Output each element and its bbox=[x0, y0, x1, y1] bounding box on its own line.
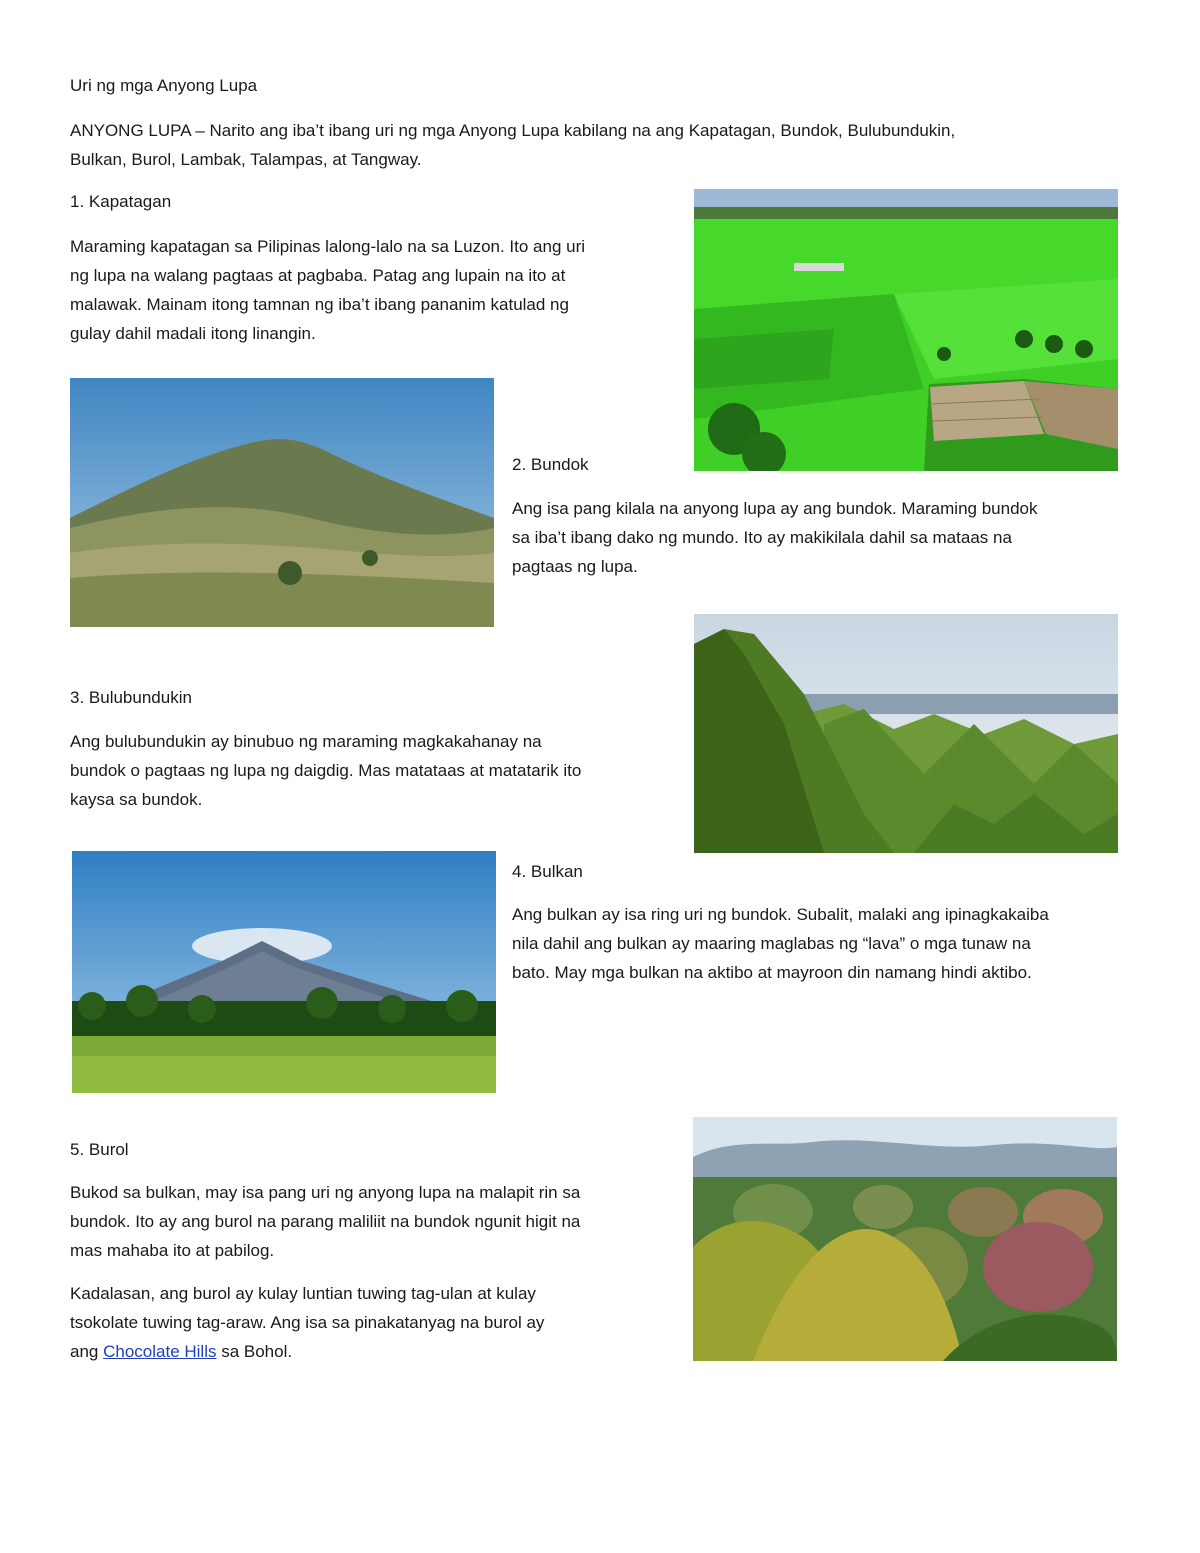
chocolate-hills-link[interactable]: Chocolate Hills bbox=[103, 1342, 217, 1361]
line-suffix: sa Bohol. bbox=[216, 1342, 293, 1361]
paragraph-line: gulay dahil madali itong linangin. bbox=[70, 324, 316, 343]
paragraph-line: Kadalasan, ang burol ay kulay luntian tuwing tag-ulan at kulay bbox=[70, 1284, 536, 1303]
paragraph-line: malawak. Mainam itong tamnan ng iba’t ibang pananim katulad ng bbox=[70, 295, 569, 314]
paragraph-line: nila dahil ang bulkan ay maaring maglabas ng “lava” o mga tunaw na bbox=[512, 934, 1031, 953]
document-title: Uri ng mga Anyong Lupa bbox=[70, 76, 258, 95]
paragraph-line: Ang isa pang kilala na anyong lupa ay ang bundok. Maraming bundok bbox=[512, 499, 1038, 518]
paragraph-line: bundok. Ito ay ang burol na parang maliliit na bundok ngunit higit na bbox=[70, 1212, 581, 1231]
intro-line-1: ANYONG LUPA – Narito ang iba’t ibang uri ng mga Anyong Lupa kabilang na ang Kapatagan, Bundok, Bulubundukin, bbox=[70, 121, 956, 140]
paragraph-kapatagan bbox=[70, 232, 585, 348]
mountain-photo bbox=[70, 378, 494, 627]
paragraph-line: pagtaas ng lupa. bbox=[512, 557, 638, 576]
paragraph-bundok bbox=[512, 494, 1037, 581]
paragraph-burol-2 bbox=[70, 1279, 544, 1366]
chocolate-hills-photo bbox=[693, 1117, 1117, 1361]
paragraph-bulkan bbox=[512, 900, 1049, 987]
paragraph-line: bato. May mga bulkan na aktibo at mayroon din namang hindi aktibo. bbox=[512, 963, 1032, 982]
mountain-range-photo bbox=[694, 614, 1118, 853]
paragraph-line: Bukod sa bulkan, may isa pang uri ng anyong lupa na malapit rin sa bbox=[70, 1183, 581, 1202]
paragraph-line: tsokolate tuwing tag-araw. Ang isa sa pinakatanyag na burol ay bbox=[70, 1313, 545, 1332]
paragraph-line: kaysa sa bundok. bbox=[70, 790, 203, 809]
heading-bulubundukin: 3. Bulubundukin bbox=[70, 688, 192, 707]
paragraph-bulubundukin bbox=[70, 727, 581, 814]
rice-field-plain-photo bbox=[694, 189, 1118, 471]
paragraph-line bbox=[70, 1337, 544, 1366]
line-prefix: ang bbox=[70, 1342, 104, 1361]
heading-burol: 5. Burol bbox=[70, 1140, 129, 1159]
paragraph-line: Ang bulkan ay isa ring uri ng bundok. Subalit, malaki ang ipinagkakaiba bbox=[512, 905, 1049, 924]
paragraph-line: ng lupa na walang pagtaas at pagbaba. Patag ang lupain na ito at bbox=[70, 266, 566, 285]
paragraph-line: mas mahaba ito at pabilog. bbox=[70, 1241, 275, 1260]
volcano-photo bbox=[72, 851, 496, 1093]
paragraph-line: Ang bulubundukin ay binubuo ng maraming magkakahanay na bbox=[70, 732, 542, 751]
intro-line-2: Bulkan, Burol, Lambak, Talampas, at Tangway. bbox=[70, 150, 422, 169]
heading-bundok: 2. Bundok bbox=[512, 455, 589, 474]
heading-kapatagan: 1. Kapatagan bbox=[70, 192, 172, 211]
paragraph-line: sa iba’t ibang dako ng mundo. Ito ay makikilala dahil sa mataas na bbox=[512, 528, 1012, 547]
heading-bulkan: 4. Bulkan bbox=[512, 862, 583, 881]
paragraph-burol-1 bbox=[70, 1178, 580, 1265]
paragraph-line: bundok o pagtaas ng lupa ng daigdig. Mas matataas at matatarik ito bbox=[70, 761, 582, 780]
paragraph-line: Maraming kapatagan sa Pilipinas lalong-lalo na sa Luzon. Ito ang uri bbox=[70, 237, 586, 256]
